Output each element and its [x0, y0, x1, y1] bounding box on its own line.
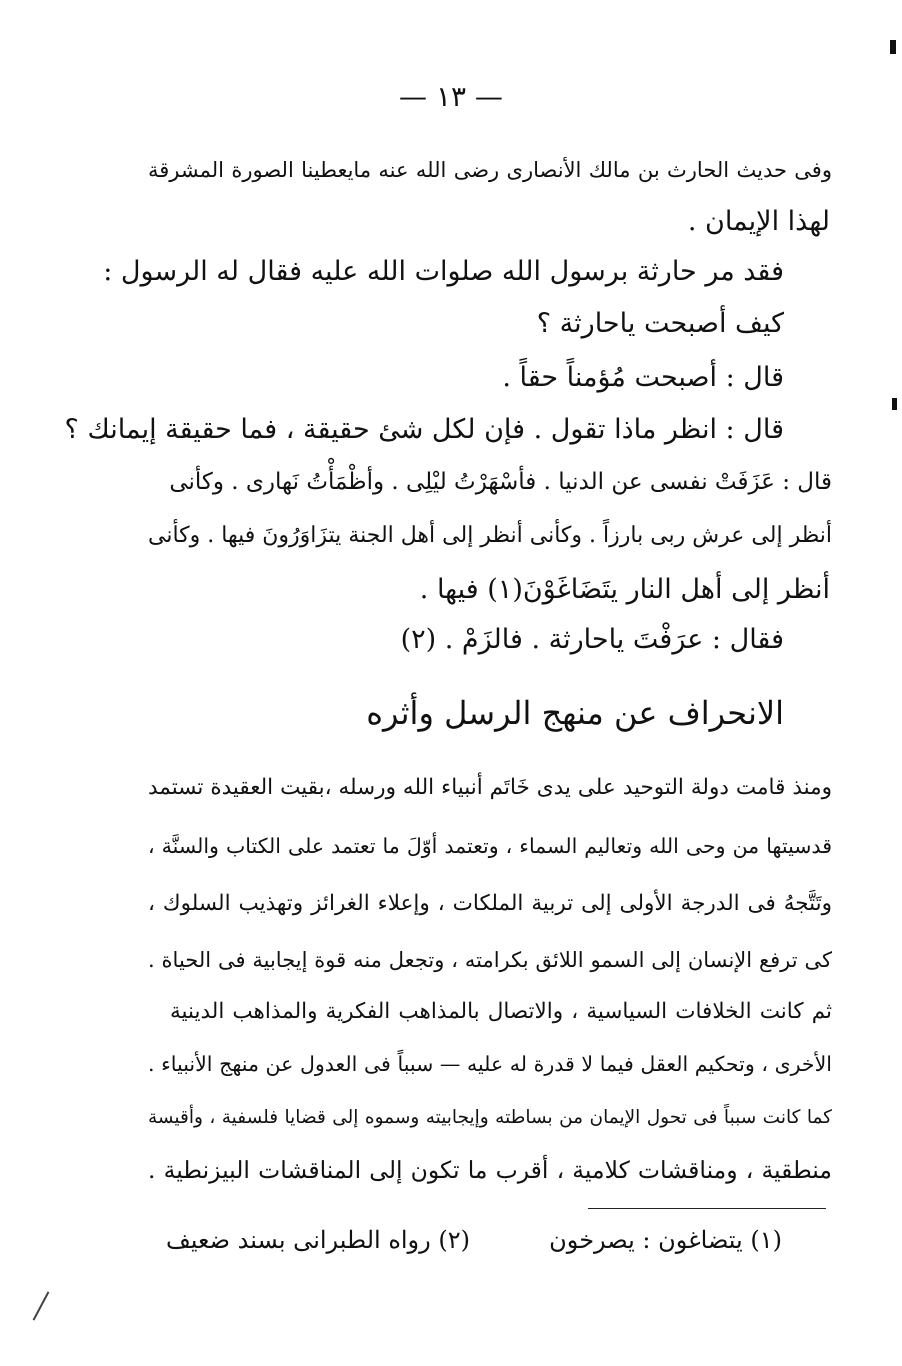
paragraph-line: كما كانت سبباً فى تحول الإيمان من بساطته وإيجابيته وسموه إلى قضايا فلسفية ، وأقيسة	[148, 1107, 832, 1128]
dialogue-line: أنظر إلى عرش ربى بارزاً . وكأنى أنظر إلى أهل الجنة يتزَاوَرُونَ فيها . وكأنى	[148, 523, 832, 548]
dialogue-line: فقد مر حارثة برسول الله صلوات الله عليه فقال له الرسول :	[103, 256, 784, 287]
paragraph-line: وتَتَّجهُ فى الدرجة الأولى إلى تربية الملكات ، وإعلاء الغرائز وتهذيب السلوك ،	[148, 891, 832, 916]
scan-mark	[892, 398, 897, 410]
paragraph-line: ثم كانت الخلافات السياسية ، والاتصال بالمذاهب الفكرية والمذاهب الدينية	[170, 999, 832, 1024]
footnote: (١) يتضاغون : يصرخون	[549, 1226, 782, 1254]
paragraph-line: لهذا الإيمان .	[687, 206, 830, 237]
footnote: (٢) رواه الطبرانى بسند ضعيف	[165, 1226, 470, 1254]
page-number: — ١٣ —	[399, 80, 503, 113]
dialogue-line: قال : انظر ماذا تقول . فإن لكل شئ حقيقة ، فما حقيقة إيمانك ؟	[64, 414, 784, 445]
paragraph-line: وفى حديث الحارث بن مالك الأنصارى رضى الله عنه مايعطينا الصورة المشرقة	[148, 158, 832, 182]
dialogue-line: قال : أصبحت مُؤمناً حقاً .	[502, 362, 784, 393]
section-heading: الانحراف عن منهج الرسل وأثره	[366, 694, 784, 732]
dialogue-line: فقال : عرَفْتَ ياحارثة . فالزَمْ . (٢)	[400, 624, 784, 655]
pen-stroke	[33, 1291, 50, 1320]
dialogue-line: قال : عَزَفَتْ نفسى عن الدنيا . فأسْهَرْتُ ليْلِى . وأظْمَأْتُ نَهارى . وكأنى	[169, 469, 832, 495]
paragraph-line: قدسيتها من وحى الله وتعاليم السماء ، وتعتمد أوّلَ ما تعتمد على الكتاب والسنَّة ،	[148, 834, 832, 858]
paragraph-line: كى ترفع الإنسان إلى السمو اللائق بكرامته ، وتجعل منه قوة إيجابية فى الحياة .	[148, 948, 832, 972]
dialogue-line: كيف أصبحت ياحارثة ؟	[536, 308, 784, 339]
paragraph-line: ومنذ قامت دولة التوحيد على يدى خَاتَم أنبياء الله ورسله ،بقيت العقيدة تستمد	[148, 775, 832, 800]
paragraph-line: الأخرى ، وتحكيم العقل فيما لا قدرة له عليه — سبباً فى العدول عن منهج الأنبياء .	[148, 1052, 832, 1076]
paragraph-line: منطقية ، ومناقشات كلامية ، أقرب ما تكون إلى المناقشات البيزنطية .	[148, 1156, 832, 1184]
footnote-separator	[588, 1208, 826, 1209]
dialogue-line: أنظر إلى أهل النار يتَضَاغَوْنَ(١) فيها .	[419, 574, 830, 605]
scan-mark	[890, 40, 896, 54]
